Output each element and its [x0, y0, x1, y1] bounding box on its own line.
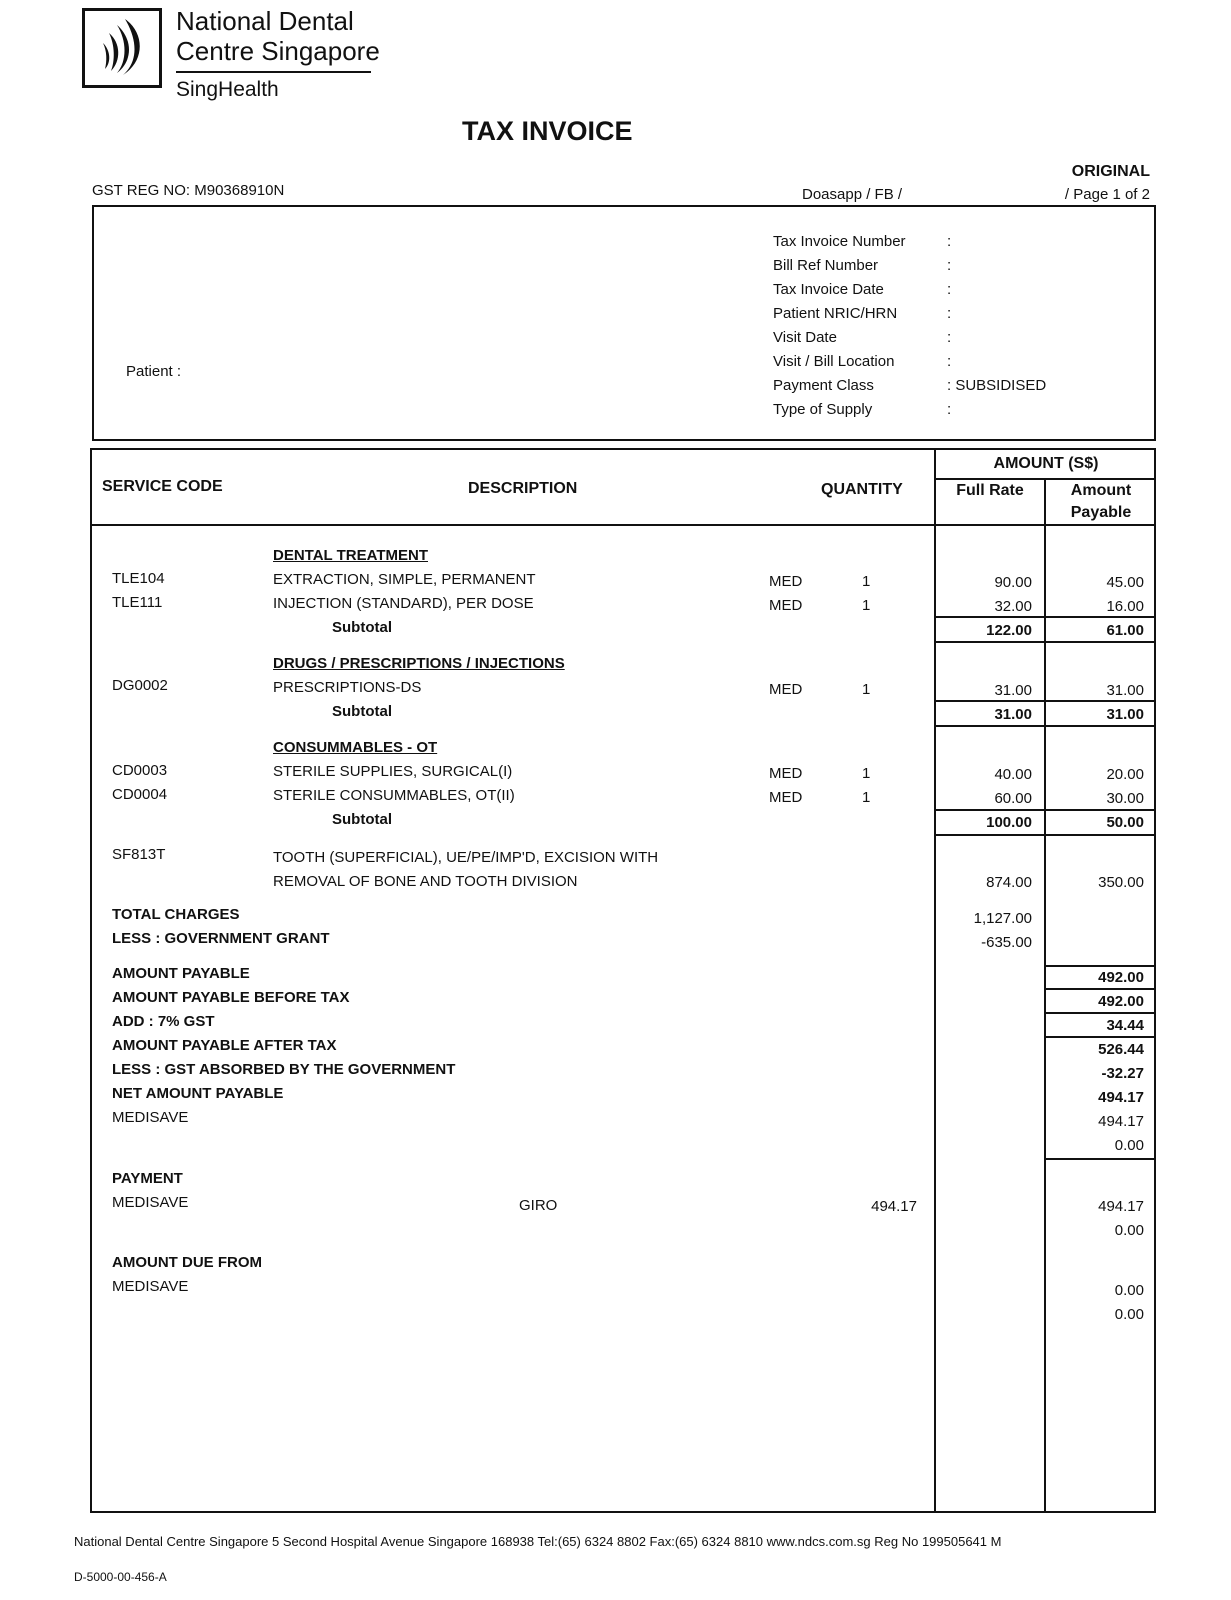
field-location-value: : [947, 353, 952, 370]
form-code: D-5000-00-456-A [74, 1570, 167, 1584]
item-full-rate: 31.00 [994, 682, 1032, 699]
item-full-rate: 874.00 [986, 874, 1032, 891]
footer-address: National Dental Centre Singapore 5 Second Hospital Avenue Singapore 168938 Tel:(65) 6324 8802 Fax:(65) 6324 8810 www.ndcs.com.sg Reg No 199505641 M [74, 1534, 1002, 1549]
subtotal-full-rate: 31.00 [994, 706, 1032, 723]
amount-col-left-rule [934, 448, 936, 1513]
item-description-cont: REMOVAL OF BONE AND TOOTH DIVISION [273, 873, 578, 890]
field-payment-class-label: Payment Class [773, 377, 874, 394]
item-unit: MED [769, 681, 803, 698]
payable-rule [1044, 1158, 1156, 1160]
field-nric-label: Patient NRIC/HRN [773, 305, 898, 322]
subtotal-label: Subtotal [332, 811, 392, 828]
item-amount-payable: 16.00 [1106, 598, 1144, 615]
payment-mode: GIRO [519, 1197, 558, 1214]
subtotal-full-rate: 100.00 [986, 814, 1032, 831]
subtotal-amount-payable: 31.00 [1106, 706, 1144, 723]
org-name-line1: National Dental [176, 6, 354, 36]
item-unit: MED [769, 765, 803, 782]
field-payment-class-value: : SUBSIDISED [947, 377, 1047, 394]
amount-header-rule [934, 478, 1156, 480]
after-tax-label: AMOUNT PAYABLE AFTER TAX [112, 1037, 337, 1054]
item-description: INJECTION (STANDARD), PER DOSE [273, 595, 534, 612]
subtotal-rule-top [934, 700, 1156, 702]
before-tax-value: 492.00 [1098, 993, 1144, 1010]
subtotal-amount-payable: 61.00 [1106, 622, 1144, 639]
item-qty: 1 [862, 789, 871, 806]
item-qty: 1 [862, 573, 871, 590]
item-amount-payable: 20.00 [1106, 766, 1144, 783]
service-code: TLE104 [112, 570, 165, 587]
after-tax-value: 526.44 [1098, 1041, 1144, 1058]
payable-rule [1044, 1036, 1156, 1038]
payable-rule [1044, 1012, 1156, 1014]
field-tax-invoice-number-value: : [947, 233, 952, 250]
col-amount-payable-line1: Amount [1070, 482, 1132, 499]
service-code: TLE111 [112, 594, 163, 611]
item-description: PRESCRIPTIONS-DS [273, 679, 422, 696]
payable-rule [1044, 965, 1156, 967]
section-title: DRUGS / PRESCRIPTIONS / INJECTIONS [273, 655, 565, 672]
amount-due-value: 0.00 [1114, 1282, 1144, 1299]
service-code: SF813T [112, 846, 166, 863]
field-supply-type-value: : [947, 401, 952, 418]
balance-value: 0.00 [1114, 1137, 1144, 1154]
amount-payable-value: 492.00 [1098, 969, 1144, 986]
subtotal-rule-bottom [934, 834, 1156, 836]
org-name-line2: Centre Singapore [176, 36, 380, 66]
payment-balance: 0.00 [1114, 1222, 1144, 1239]
before-tax-label: AMOUNT PAYABLE BEFORE TAX [112, 989, 350, 1006]
item-qty: 1 [862, 597, 871, 614]
item-description: STERILE CONSUMMABLES, OT(II) [273, 787, 515, 804]
payment-amount: 494.17 [1098, 1198, 1144, 1215]
item-description: TOOTH (SUPERFICIAL), UE/PE/IMP'D, EXCISION WITH [273, 849, 659, 866]
ndcs-logo-icon [85, 11, 159, 85]
item-amount-payable: 30.00 [1106, 790, 1144, 807]
item-full-rate: 40.00 [994, 766, 1032, 783]
field-supply-type-label: Type of Supply [773, 401, 873, 418]
gst-label: ADD : 7% GST [112, 1013, 215, 1030]
subtotal-amount-payable: 50.00 [1106, 814, 1144, 831]
item-description: STERILE SUPPLIES, SURGICAL(I) [273, 763, 513, 780]
subtotal-rule-top [934, 809, 1156, 811]
medisave-label: MEDISAVE [112, 1109, 189, 1126]
item-description: EXTRACTION, SIMPLE, PERMANENT [273, 571, 536, 588]
gst-absorbed-label: LESS : GST ABSORBED BY THE GOVERNMENT [112, 1061, 456, 1078]
field-tax-invoice-number-label: Tax Invoice Number [773, 233, 906, 250]
field-invoice-date-value: : [947, 281, 952, 298]
net-amount-label: NET AMOUNT PAYABLE [112, 1085, 284, 1102]
patient-info-box [92, 205, 1156, 441]
government-grant-value: -635.00 [981, 934, 1032, 951]
field-invoice-date-label: Tax Invoice Date [773, 281, 884, 298]
subtotal-full-rate: 122.00 [986, 622, 1032, 639]
total-charges-label: TOTAL CHARGES [112, 906, 240, 923]
org-rule [176, 71, 371, 73]
item-unit: MED [769, 573, 803, 590]
field-location-label: Visit / Bill Location [773, 353, 895, 370]
doc-title: TAX INVOICE [462, 116, 633, 146]
header-divider [90, 524, 1156, 526]
payable-rule [1044, 988, 1156, 990]
logo [82, 8, 162, 88]
item-unit: MED [769, 597, 803, 614]
field-bill-ref-label: Bill Ref Number [773, 257, 879, 274]
patient-label: Patient : [126, 363, 182, 380]
service-code: CD0003 [112, 762, 168, 779]
col-service-code: SERVICE CODE [102, 478, 223, 495]
government-grant-label: LESS : GOVERNMENT GRANT [112, 930, 330, 947]
col-amount-payable-line2: Payable [1070, 504, 1132, 521]
subtotal-rule-top [934, 616, 1156, 618]
copy-label: ORIGINAL [1071, 163, 1150, 180]
payment-method-label: MEDISAVE [112, 1194, 189, 1211]
org-group: SingHealth [176, 78, 279, 101]
item-amount-payable: 45.00 [1106, 574, 1144, 591]
item-full-rate: 60.00 [994, 790, 1032, 807]
item-amount-payable: 350.00 [1098, 874, 1144, 891]
gst-absorbed-value: -32.27 [1101, 1065, 1144, 1082]
medisave-value: 494.17 [1098, 1113, 1144, 1130]
subtotal-label: Subtotal [332, 703, 392, 720]
gst-value: 34.44 [1106, 1017, 1144, 1034]
subtotal-label: Subtotal [332, 619, 392, 636]
amount-due-title: AMOUNT DUE FROM [112, 1254, 262, 1271]
field-nric-value: : [947, 305, 952, 322]
section-title: CONSUMMABLES - OT [273, 739, 438, 756]
field-bill-ref-value: : [947, 257, 952, 274]
item-full-rate: 90.00 [994, 574, 1032, 591]
amount-col-mid-rule [1044, 478, 1046, 1513]
service-code: CD0004 [112, 786, 168, 803]
amount-due-total: 0.00 [1114, 1306, 1144, 1323]
payment-title: PAYMENT [112, 1170, 183, 1187]
amount-payable-label: AMOUNT PAYABLE [112, 965, 250, 982]
source-ref: Doasapp / FB / [802, 186, 903, 203]
total-charges-value: 1,127.00 [973, 910, 1032, 927]
col-full-rate: Full Rate [956, 482, 1024, 499]
net-amount-value: 494.17 [1098, 1089, 1144, 1106]
item-qty: 1 [862, 681, 871, 698]
item-qty: 1 [862, 765, 871, 782]
payment-mode-amount: 494.17 [871, 1198, 917, 1215]
col-amount: AMOUNT (S$) [993, 455, 1099, 472]
item-unit: MED [769, 789, 803, 806]
page-info: / Page 1 of 2 [1064, 186, 1150, 203]
col-description: DESCRIPTION [468, 480, 578, 497]
item-full-rate: 32.00 [994, 598, 1032, 615]
gst-reg: GST REG NO: M90368910N [92, 182, 285, 199]
subtotal-rule-bottom [934, 725, 1156, 727]
subtotal-rule-bottom [934, 641, 1156, 643]
col-quantity: QUANTITY [821, 481, 903, 498]
service-code: DG0002 [112, 677, 168, 694]
section-title: DENTAL TREATMENT [273, 547, 428, 564]
amount-due-label: MEDISAVE [112, 1278, 189, 1295]
item-amount-payable: 31.00 [1106, 682, 1144, 699]
field-visit-date-value: : [947, 329, 952, 346]
field-visit-date-label: Visit Date [773, 329, 837, 346]
